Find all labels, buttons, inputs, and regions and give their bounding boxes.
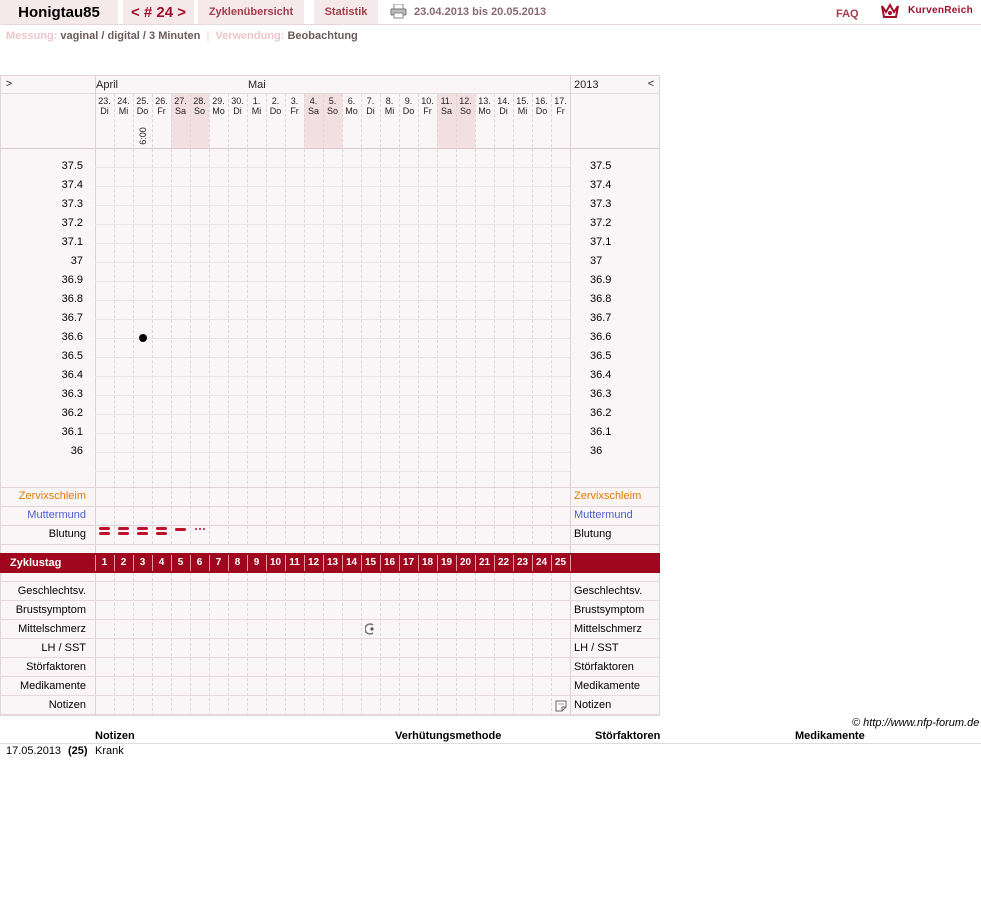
day-gridline: [418, 563, 419, 716]
measure-time: 6:00: [138, 127, 148, 145]
temperature-tick: 36.4: [61, 369, 83, 381]
day-date: 8.: [385, 96, 394, 106]
day-gridline: [152, 563, 153, 716]
temp-gridline: [95, 376, 570, 377]
day-gridline: [437, 563, 438, 716]
day-weekday: Di: [366, 106, 375, 116]
day-gridline: [171, 563, 172, 716]
row-divider: [0, 676, 660, 677]
row-divider: [0, 695, 660, 696]
divider: [0, 743, 981, 744]
row-divider: [0, 581, 660, 582]
row-label-cervix: Zervixschleim: [574, 490, 642, 502]
day-weekday: Sa: [174, 106, 186, 116]
temperature-tick: 36: [70, 445, 83, 457]
row-divider: [0, 619, 660, 620]
cycle-day-number: 19: [440, 557, 453, 568]
temperature-tick: 37.1: [61, 236, 83, 248]
cycle-day-number: 15: [364, 557, 377, 568]
temp-gridline: [95, 338, 570, 339]
cycle-day-number: 9: [253, 557, 260, 568]
day-gridline: [114, 563, 115, 716]
day-date: 24.: [117, 96, 130, 106]
cycle-day-number: 21: [478, 557, 491, 568]
day-weekday: Mi: [517, 106, 528, 116]
row-label-muttermund: Muttermund: [574, 509, 633, 521]
day-date: 28.: [193, 96, 206, 106]
day-weekday: So: [459, 106, 471, 116]
row-label: Medikamente: [19, 680, 86, 692]
temperature-tick: 37.4: [590, 179, 612, 191]
day-date: 4.: [309, 96, 318, 106]
day-weekday: Mi: [118, 106, 129, 116]
temp-gridline: [95, 433, 570, 434]
temperature-tick: 37.3: [590, 198, 612, 210]
row-label: Mittelschmerz: [18, 623, 86, 635]
cycle-day-number: 14: [345, 557, 358, 568]
row-label: Störfaktoren: [26, 661, 86, 673]
year-label: 2013: [574, 79, 599, 91]
temperature-tick: 36.7: [61, 312, 83, 324]
cycle-day-number: 13: [326, 557, 339, 568]
bleeding-mark-heavy: [137, 527, 148, 530]
row-divider: [0, 600, 660, 601]
row-divider: [0, 525, 660, 526]
row-label: Notizen: [48, 699, 86, 711]
temp-gridline: [95, 319, 570, 320]
header-divider: [0, 93, 660, 94]
day-date: 7.: [366, 96, 375, 106]
row-divider: [0, 487, 660, 488]
row-label: Brustsymptom: [574, 604, 645, 616]
day-weekday: Di: [100, 106, 109, 116]
temperature-tick: 36.8: [590, 293, 612, 305]
temp-gridline: [95, 357, 570, 358]
row-divider: [0, 657, 660, 658]
day-gridline: [361, 563, 362, 716]
temperature-tick: 36.4: [590, 369, 612, 381]
bleeding-mark-heavy: [99, 527, 110, 530]
chart-prev-button[interactable]: >: [5, 78, 13, 90]
cycle-day-number: 20: [459, 557, 472, 568]
row-label: Medikamente: [574, 680, 641, 692]
copyright: © http://www.nfp-forum.de: [852, 717, 980, 729]
day-weekday: Do: [269, 106, 282, 116]
temperature-tick: 36.5: [590, 350, 612, 362]
day-date: 11.: [440, 96, 453, 106]
bleeding-mark-heavy: [118, 527, 129, 530]
temperature-tick: 37.2: [590, 217, 612, 229]
temperature-tick: 36.6: [61, 331, 83, 343]
row-label: Mittelschmerz: [574, 623, 642, 635]
temperature-tick: 36.8: [61, 293, 83, 305]
day-date: 15.: [516, 96, 529, 106]
mittelschmerz-icon[interactable]: [365, 623, 377, 635]
row-divider: [0, 638, 660, 639]
month-label: Mai: [248, 79, 266, 91]
cycle-day-number: 6: [196, 557, 203, 568]
cycle-day-number: 12: [307, 557, 320, 568]
measurement-value: vaginal / digital / 3 Minuten: [60, 30, 201, 42]
cycle-day-number: 18: [421, 557, 434, 568]
day-gridline: [228, 563, 229, 716]
note-text: Krank: [95, 745, 124, 757]
temperature-tick: 37.4: [61, 179, 83, 191]
bleeding-mark-spotting: [195, 528, 197, 530]
cycle-day-number: 10: [269, 557, 282, 568]
row-label: Störfaktoren: [574, 661, 634, 673]
note-icon[interactable]: [555, 700, 567, 712]
day-weekday: So: [326, 106, 338, 116]
cycle-day-label: Zyklustag: [10, 557, 62, 569]
day-weekday: Fr: [157, 106, 166, 116]
day-weekday: Do: [535, 106, 548, 116]
day-gridline: [551, 563, 552, 716]
day-date: 2.: [271, 96, 280, 106]
notes-header: Notizen: [95, 730, 135, 742]
cycle-day-number: 5: [177, 557, 184, 568]
day-weekday: Do: [136, 106, 149, 116]
cycle-day-number: 25: [554, 557, 567, 568]
day-date: 17.: [554, 96, 567, 106]
day-gridline: [209, 563, 210, 716]
day-date: 27.: [174, 96, 187, 106]
row-label: LH / SST: [41, 642, 86, 654]
day-gridline: [342, 563, 343, 716]
cycle-day-number: 7: [215, 557, 222, 568]
disturbances-header: Störfaktoren: [595, 730, 661, 742]
cycle-day-number: 4: [158, 557, 165, 568]
day-date: 10.: [421, 96, 434, 106]
temperature-tick: 37.1: [590, 236, 612, 248]
cycle-day-separator: [570, 555, 571, 571]
row-label-muttermund: Muttermund: [27, 509, 86, 521]
temp-gridline: [95, 300, 570, 301]
day-date: 9.: [404, 96, 413, 106]
method-header: Verhütungsmethode: [395, 730, 502, 742]
brand-name[interactable]: KurvenReich: [908, 5, 973, 16]
row-label: Geschlechtsv.: [17, 585, 86, 597]
cycle-day-number: 17: [402, 557, 415, 568]
month-label: April: [96, 79, 119, 91]
day-date: 14.: [497, 96, 510, 106]
cycle-day-number: 3: [139, 557, 146, 568]
day-gridline: [513, 563, 514, 716]
temp-gridline: [95, 205, 570, 206]
day-weekday: Mo: [345, 106, 358, 116]
usage-value: Beobachtung: [287, 30, 358, 42]
cycle-nav-button[interactable]: < # 24 >: [123, 0, 194, 24]
day-date: 29.: [212, 96, 225, 106]
crown-logo-icon: [880, 2, 900, 20]
temperature-tick: 37: [70, 255, 83, 267]
bleeding-mark-heavy: [118, 532, 129, 535]
day-date: 12.: [459, 96, 472, 106]
row-label: Geschlechtsv.: [574, 585, 643, 597]
temperature-tick: 37.5: [61, 160, 83, 172]
bleeding-mark-spotting: [203, 528, 205, 530]
day-weekday: Fr: [556, 106, 565, 116]
bleeding-mark-light: [175, 528, 186, 531]
username: Honigtau85: [0, 0, 118, 24]
row-label: LH / SST: [574, 642, 619, 654]
temperature-tick: 36.3: [590, 388, 612, 400]
cycle-day-number: 8: [234, 557, 241, 568]
temperature-tick: 37.5: [590, 160, 612, 172]
row-label: Notizen: [574, 699, 612, 711]
day-weekday: Fr: [423, 106, 432, 116]
cycle-chart: [0, 75, 660, 716]
temperature-tick: 36.9: [61, 274, 83, 286]
row-divider: [0, 544, 660, 545]
date-range: 23.04.2013 bis 20.05.2013: [414, 6, 547, 18]
temperature-tick: 37.3: [61, 198, 83, 210]
day-weekday: Di: [499, 106, 508, 116]
day-weekday: Di: [233, 106, 242, 116]
day-date: 16.: [535, 96, 548, 106]
temperature-point[interactable]: [139, 334, 147, 342]
day-date: 23.: [98, 96, 111, 106]
bleeding-mark-heavy: [137, 532, 148, 535]
day-gridline: [190, 563, 191, 716]
statistics-tab[interactable]: Statistik: [314, 0, 378, 24]
row-label: Brustsymptom: [15, 604, 86, 616]
day-date: 1.: [252, 96, 261, 106]
temp-gridline: [95, 243, 570, 244]
day-weekday: Mi: [251, 106, 262, 116]
day-weekday: Mo: [478, 106, 491, 116]
temp-gridline: [95, 167, 570, 168]
day-date: 26.: [155, 96, 168, 106]
cycle-day-number: 23: [516, 557, 529, 568]
day-gridline: [133, 563, 134, 716]
day-date: 3.: [290, 96, 299, 106]
bleeding-mark-heavy: [99, 532, 110, 535]
measurement-label: Messung:: [6, 30, 58, 42]
day-gridline: [475, 563, 476, 716]
temperature-tick: 36.2: [61, 407, 83, 419]
cycle-day-number: 22: [497, 557, 510, 568]
cycle-day-number: 16: [383, 557, 396, 568]
temp-gridline: [95, 262, 570, 263]
measurement-info: Messung: vaginal / digital / 3 Minuten | Verwendung: Beobachtung: [6, 30, 358, 42]
day-gridline: [532, 563, 533, 716]
day-gridline: [285, 563, 286, 716]
temp-gridline: [95, 224, 570, 225]
bleeding-mark-spotting: [199, 528, 201, 530]
day-gridline: [494, 563, 495, 716]
header-bottom-line: [0, 148, 660, 149]
top-bar: [0, 0, 981, 25]
temp-gridline: [95, 281, 570, 282]
temperature-tick: 36.7: [590, 312, 612, 324]
chart-next-button[interactable]: <: [647, 78, 655, 90]
day-gridline: [323, 563, 324, 716]
day-weekday: Sa: [440, 106, 452, 116]
day-gridline: [456, 563, 457, 716]
cycle-day-number: 24: [535, 557, 548, 568]
row-divider: [0, 714, 660, 715]
day-date: 30.: [231, 96, 244, 106]
bleeding-mark-heavy: [156, 532, 167, 535]
temp-gridline: [95, 471, 570, 472]
temperature-tick: 37.2: [61, 217, 83, 229]
day-weekday: Mi: [384, 106, 395, 116]
temperature-tick: 36.6: [590, 331, 612, 343]
cycle-day-number: 2: [120, 557, 127, 568]
temp-gridline: [95, 186, 570, 187]
day-date: 6.: [347, 96, 356, 106]
day-gridline: [399, 563, 400, 716]
printer-icon[interactable]: [390, 4, 407, 19]
day-gridline: [380, 563, 381, 716]
row-label-bleeding: Blutung: [48, 528, 86, 540]
temperature-tick: 36.1: [61, 426, 83, 438]
note-date: 17.05.2013: [6, 745, 62, 757]
day-weekday: Sa: [307, 106, 319, 116]
day-weekday: Do: [402, 106, 415, 116]
temperature-tick: 36.9: [590, 274, 612, 286]
row-label-bleeding: Blutung: [574, 528, 612, 540]
usage-label: Verwendung:: [215, 30, 285, 42]
bleeding-mark-heavy: [156, 527, 167, 530]
row-label-cervix: Zervixschleim: [18, 490, 86, 502]
day-weekday: Fr: [290, 106, 299, 116]
cycle-overview-tab[interactable]: Zyklenübersicht: [198, 0, 304, 24]
temperature-tick: 36.2: [590, 407, 612, 419]
faq-link[interactable]: FAQ: [836, 8, 859, 20]
note-cycle-day: (25): [68, 745, 88, 757]
temperature-tick: 37: [590, 255, 603, 267]
temp-gridline: [95, 414, 570, 415]
cycle-day-number: 11: [289, 557, 300, 568]
temperature-tick: 36.3: [61, 388, 83, 400]
day-gridline: [266, 563, 267, 716]
temp-gridline: [95, 452, 570, 453]
day-date: 13.: [478, 96, 491, 106]
day-gridline: [304, 563, 305, 716]
temperature-tick: 36.1: [590, 426, 612, 438]
medication-header: Medikamente: [795, 730, 865, 742]
day-weekday: So: [193, 106, 205, 116]
day-date: 25.: [136, 96, 149, 106]
day-date: 5.: [328, 96, 337, 106]
temp-gridline: [95, 395, 570, 396]
day-gridline: [247, 563, 248, 716]
temperature-tick: 36: [590, 445, 603, 457]
temperature-tick: 36.5: [61, 350, 83, 362]
row-divider: [0, 506, 660, 507]
cycle-day-number: 1: [101, 557, 108, 568]
day-weekday: Mo: [212, 106, 225, 116]
